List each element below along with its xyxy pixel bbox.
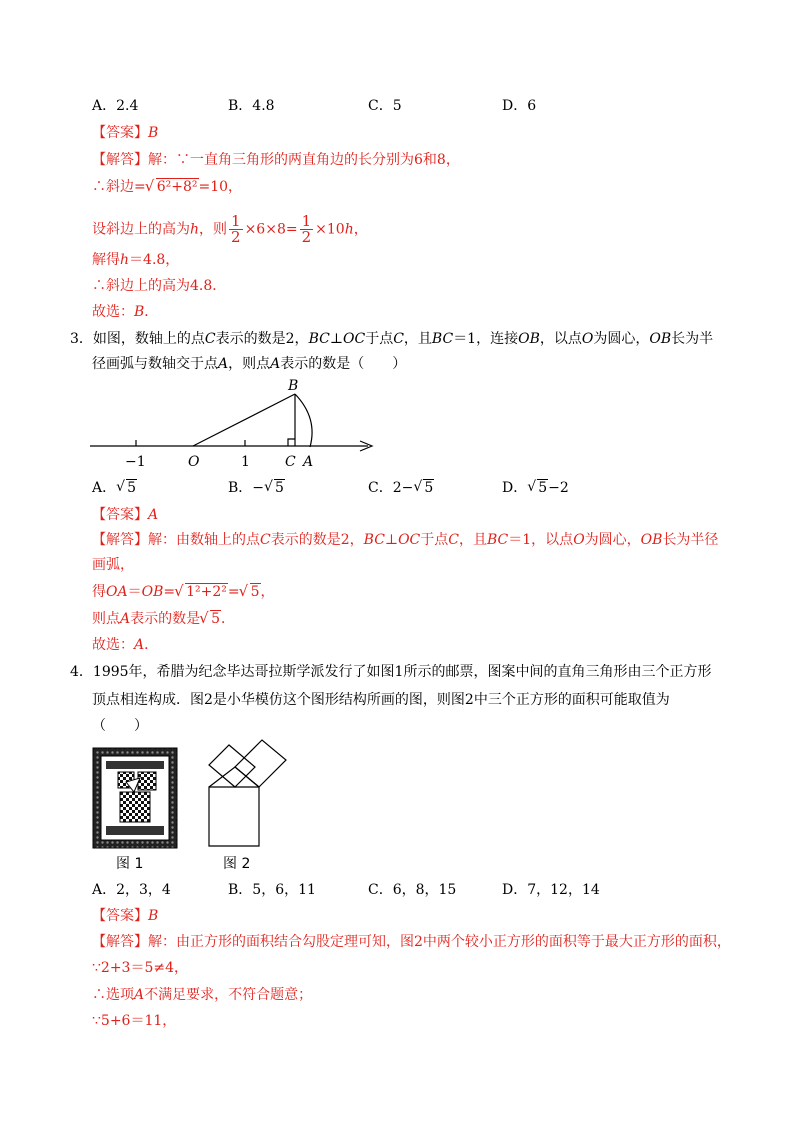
frac-den: 2 — [231, 228, 241, 246]
var: BC — [308, 331, 330, 347]
q4-solution-line-2: ∵2+3＝5≠4， — [92, 960, 188, 976]
label-C: C — [285, 454, 296, 470]
choice-letter: B — [134, 304, 145, 320]
option-label: B．− — [228, 480, 265, 496]
perp-symbol: ⊥ — [329, 331, 343, 347]
sqrt-sign-icon: √ — [413, 479, 423, 495]
option-suffix: −2 — [548, 480, 569, 496]
radicand-text: 6²+8² — [156, 179, 198, 195]
var: C — [448, 532, 459, 548]
stamp-square-bottom — [120, 792, 150, 822]
stem-text: 表示的数是2， — [215, 331, 309, 347]
var: OB — [518, 331, 540, 347]
q2-option-a: A．2.4 — [92, 98, 139, 114]
solution-text: 于点 — [420, 532, 449, 548]
q2-option-d: D．6 — [502, 98, 537, 114]
var: OA — [106, 584, 128, 600]
var: OC — [343, 331, 366, 347]
sqrt-sign-icon: √ — [144, 177, 155, 195]
frac-num: 1 — [301, 212, 312, 230]
solution-text: 表示的数是2， — [270, 532, 364, 548]
var: O — [573, 532, 585, 548]
solution-text: ，且 — [459, 532, 487, 548]
q2-option-b: B．4.8 — [228, 98, 275, 114]
solution-text: 为圆心， — [584, 532, 641, 548]
solution-text: ， — [353, 221, 368, 238]
stem-text: 1995年，希腊为纪念毕达哥拉斯学派发行了如图1所示的邮票，图案中间的直角三角形由三个正方形 — [92, 664, 712, 680]
solution-text: ． — [221, 611, 236, 627]
solution-text: ×10 — [315, 221, 345, 238]
var: BC — [487, 532, 509, 548]
var: A — [218, 356, 229, 372]
var-h: h — [344, 221, 354, 238]
answer-tag: 【答案】 — [92, 125, 148, 141]
label-B: B — [288, 378, 299, 394]
stamp-square-right — [138, 772, 156, 790]
answer-value: B — [148, 908, 159, 924]
radicand-text: 5 — [250, 584, 260, 600]
q3-solution-line-2: 画弧， — [92, 557, 134, 573]
solution-text: 长为半径 — [662, 532, 719, 548]
q4-answer — [92, 906, 158, 926]
figure-2-caption: 图 2 — [223, 856, 251, 872]
stamp-header-band — [106, 761, 164, 769]
solution-text: 解：由正方形的面积结合勾股定理可知，图2中两个较小正方形的面积等于最大正方形的面积， — [148, 934, 731, 950]
q4-option-b: B．5，6，11 — [228, 882, 316, 898]
q4-solution-line-4: ∵5+6＝11， — [92, 1013, 177, 1029]
solution-text: 不满足要求，不符合题意； — [144, 987, 313, 1003]
q4-solution-line-1 — [92, 932, 731, 952]
square-large — [209, 787, 259, 846]
answer-tag: 【答案】 — [92, 908, 148, 924]
stem-text: 为圆心， — [593, 331, 650, 347]
solution-text: 得 — [92, 584, 106, 600]
solution-text: ∴斜边= — [92, 179, 146, 195]
radicand-text: 5 — [424, 480, 434, 496]
var: OB — [649, 331, 672, 347]
stem-text: ＝1，连接 — [453, 331, 519, 347]
choice-letter: A — [134, 637, 145, 653]
radicand-text: 5 — [211, 611, 221, 627]
q2-solution-line-5: ∴斜边上的高为4.8． — [92, 278, 227, 294]
solution-text: ＝1，以点 — [508, 532, 574, 548]
frac-den: 2 — [301, 228, 312, 246]
sqrt-sign-icon: √ — [116, 479, 126, 495]
q2-option-c: C．5 — [368, 98, 402, 114]
q4-stem-line-3: （ ） — [92, 718, 148, 734]
solution-text: 解得 — [92, 252, 120, 268]
solution-text: 设斜边上的高为 — [92, 221, 190, 238]
square-left — [209, 745, 255, 787]
var: C — [260, 532, 271, 548]
solution-text: =10， — [198, 179, 243, 195]
option-label: A． — [92, 480, 117, 496]
var-h: h — [120, 252, 130, 268]
q4-option-d: D．7，12，14 — [502, 882, 600, 898]
q4-option-c: C．6，8，15 — [368, 882, 457, 898]
var: OB — [640, 532, 663, 548]
solution-text: 则点 — [92, 611, 120, 627]
var: A — [120, 611, 131, 627]
stem-text: 表示的数是（ ） — [280, 356, 407, 372]
radicand-text: 5 — [127, 480, 137, 496]
solution-text: ． — [144, 637, 159, 653]
label-O: O — [188, 454, 200, 470]
solution-tag: 【解答】 — [92, 532, 148, 548]
var: C — [393, 331, 404, 347]
var-h: h — [190, 221, 200, 238]
solution-text: ． — [144, 304, 159, 320]
label-A: A — [303, 454, 314, 470]
answer-value: B — [148, 125, 159, 141]
solution-text: = — [163, 584, 176, 600]
radicand-text: 5 — [275, 480, 284, 496]
sqrt-sign-icon: √ — [527, 479, 537, 495]
sqrt-sign-icon: √ — [264, 479, 273, 495]
label-1: 1 — [241, 454, 250, 470]
stem-text: 径画弧与数轴交于点 — [92, 356, 218, 372]
three-squares-figure — [209, 740, 286, 846]
stem-text: 长为半 — [671, 331, 714, 347]
answer-tag: 【答案】 — [92, 507, 148, 523]
option-label: C．2− — [368, 480, 414, 496]
var: BC — [363, 532, 385, 548]
label-minus-1: −1 — [125, 454, 146, 470]
solution-text: ×6×8= — [244, 221, 298, 238]
sqrt-sign-icon: √ — [238, 582, 249, 600]
q4-option-a: A．2，3，4 — [92, 882, 171, 898]
solution-text: 故选： — [92, 637, 134, 653]
solution-text: 故选： — [92, 304, 134, 320]
var: OB — [141, 584, 164, 600]
stem-text: ，且 — [403, 331, 432, 347]
sqrt-sign-icon: √ — [174, 582, 184, 600]
solution-tag: 【解答】 — [92, 152, 148, 168]
solution-text: ，则 — [199, 221, 228, 238]
option-label: D． — [502, 480, 528, 496]
sqrt-sign-icon: √ — [199, 609, 209, 627]
q4-solution-line-3 — [92, 985, 312, 1005]
solution-tag: 【解答】 — [92, 934, 148, 950]
radicand-text: 5 — [538, 480, 548, 496]
solution-text: = — [227, 584, 240, 600]
figure-1-caption: 图 1 — [116, 856, 144, 872]
stem-text: ，则点 — [228, 356, 271, 372]
question-number: 4． — [70, 664, 93, 680]
stem-text: ，以点 — [539, 331, 582, 347]
solution-text: ＝ — [127, 584, 142, 600]
var: OC — [398, 532, 421, 548]
question-number: 3． — [70, 331, 93, 347]
solution-text: 表示的数是 — [130, 611, 201, 627]
solution-text: ， — [260, 584, 275, 600]
frac-num: 1 — [231, 212, 241, 230]
perp-symbol: ⊥ — [384, 532, 399, 548]
solution-text: 解：由数轴上的点 — [148, 532, 260, 548]
stem-text: 于点 — [365, 331, 394, 347]
solution-text: ∴选项 — [92, 987, 134, 1003]
var: BC — [431, 331, 454, 347]
var: A — [270, 356, 281, 372]
var: O — [581, 331, 594, 347]
answer-value: A — [148, 507, 159, 523]
stamp-footer-band — [106, 826, 164, 835]
choice-letter: A — [134, 987, 145, 1003]
solution-text: 解：∵一直角三角形的两直角边的长分别为6和8， — [148, 152, 460, 168]
q4-stem-line-2: 顶点相连构成．图2是小华模仿这个图形结构所画的图，则图2中三个正方形的面积可能取值为 — [92, 692, 670, 708]
var: C — [204, 331, 216, 347]
radicand-text: 1²+2² — [186, 584, 227, 600]
solution-text: ＝4.8， — [129, 252, 180, 268]
stem-text: 如图，数轴上的点 — [92, 331, 205, 347]
